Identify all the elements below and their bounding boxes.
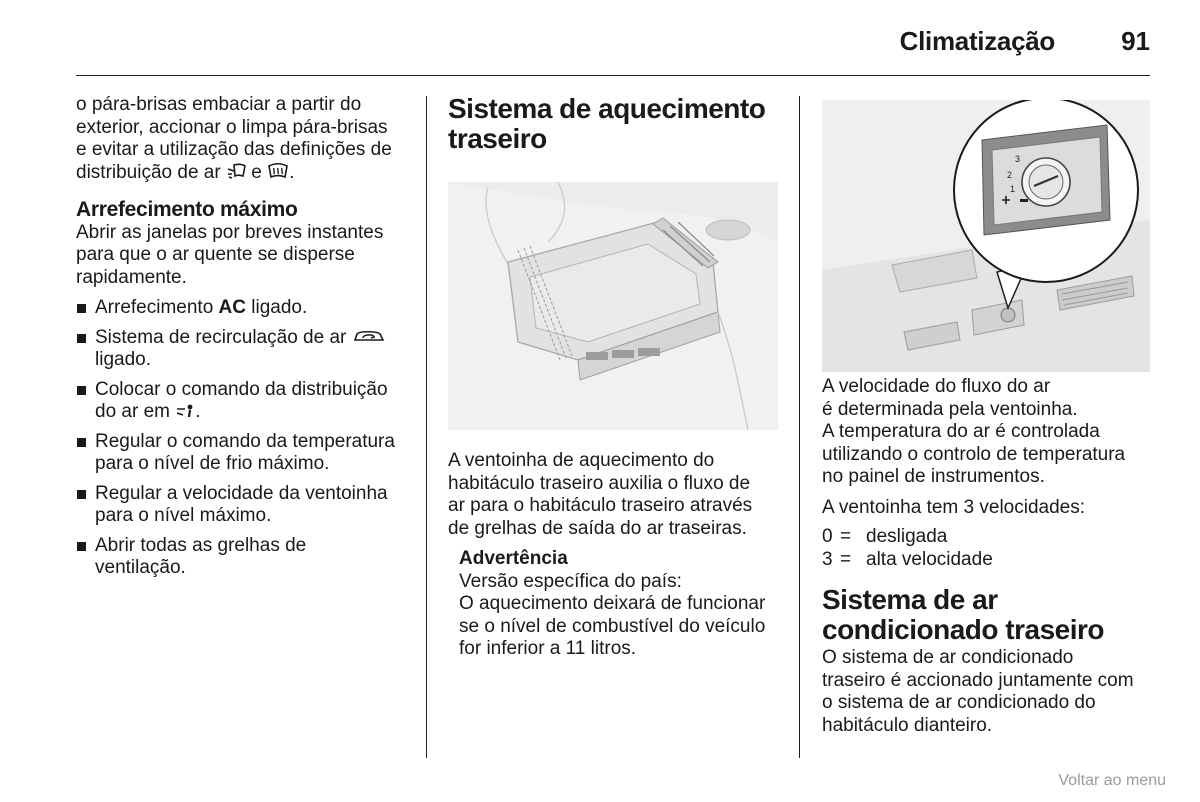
speed-value: alta velocidade bbox=[866, 548, 993, 570]
chapter-title: Climatização bbox=[899, 26, 1055, 56]
column-2 bbox=[448, 94, 778, 661]
list-item bbox=[76, 327, 408, 372]
list-item bbox=[76, 379, 408, 424]
bullet-icon bbox=[77, 304, 86, 313]
note-heading: Advertência bbox=[459, 548, 568, 569]
list-item bbox=[76, 297, 408, 320]
list-item bbox=[76, 431, 408, 476]
note-line: O aquecimento deixará de funcionar bbox=[459, 593, 766, 614]
intro-line: exterior, accionar o limpa pára-brisas bbox=[76, 116, 388, 138]
text-line: habitáculo traseiro auxilia o fluxo de bbox=[448, 472, 751, 494]
speed-row bbox=[822, 526, 1152, 549]
intro-line: distribuição de ar bbox=[76, 161, 226, 183]
note-line: se o nível de combustível do veículo bbox=[459, 615, 766, 637]
rear-heating-heading bbox=[448, 94, 778, 154]
rear-ac-text bbox=[822, 647, 1152, 737]
text-line: Abrir as janelas por breves instantes bbox=[76, 221, 384, 243]
item-text: ligado. bbox=[95, 349, 151, 370]
page-header bbox=[76, 24, 1150, 76]
bullet-icon bbox=[77, 542, 86, 551]
page-number: 91 bbox=[1121, 26, 1150, 56]
text-line: é determinada pela ventoinha. bbox=[822, 398, 1078, 420]
heading-line: Sistema de ar bbox=[822, 584, 998, 615]
column-divider bbox=[426, 96, 427, 758]
column-divider bbox=[799, 96, 800, 758]
text-line: A ventoinha de aquecimento do bbox=[448, 450, 715, 471]
item-text: Colocar o comando da distribuição bbox=[95, 378, 388, 400]
intro-line: e evitar a utilização das definições de bbox=[76, 139, 392, 160]
intro-line: o pára-brisas embaciar a partir do bbox=[76, 94, 362, 115]
item-text: Arrefecimento bbox=[95, 297, 219, 318]
bullet-icon bbox=[77, 386, 86, 395]
intro-line: e bbox=[245, 161, 268, 183]
list-item bbox=[76, 535, 408, 580]
back-to-menu-link[interactable]: Voltar ao menu bbox=[1058, 772, 1166, 789]
rear-ac-heading bbox=[822, 585, 1152, 645]
text-line: O sistema de ar condicionado bbox=[822, 647, 1074, 668]
fan-speed-text bbox=[822, 376, 1152, 489]
item-text: do ar em bbox=[95, 401, 176, 422]
text-line: traseiro é accionado juntamente com bbox=[822, 669, 1134, 691]
item-text: . bbox=[195, 401, 201, 422]
dial-label-2: 2 bbox=[1007, 170, 1013, 180]
speed-row bbox=[822, 549, 1152, 572]
text-line: no painel de instrumentos. bbox=[822, 466, 1045, 487]
text-line: rapidamente. bbox=[76, 266, 187, 288]
speed-equals: = bbox=[840, 526, 852, 547]
air-recirculation-icon bbox=[352, 327, 386, 345]
rear-fan-control-illustration bbox=[822, 100, 1150, 372]
rear-heating-text bbox=[448, 450, 778, 540]
speed-list bbox=[822, 526, 1152, 571]
item-text: ventilação. bbox=[95, 557, 186, 578]
speed-key: 0 bbox=[822, 526, 833, 547]
dial-label-3: 3 bbox=[1015, 154, 1021, 164]
face-feet-distribution-icon bbox=[175, 403, 195, 419]
rear-heater-vent-illustration bbox=[448, 182, 778, 430]
heading-line: Sistema de aquecimento bbox=[448, 93, 766, 124]
header-rule bbox=[76, 75, 1150, 76]
speed-key: 3 bbox=[822, 548, 833, 570]
max-cooling-text bbox=[76, 222, 408, 290]
speeds-intro: A ventoinha tem 3 velocidades: bbox=[822, 496, 1086, 518]
max-cooling-list bbox=[76, 297, 408, 580]
text-line: A temperatura do ar é controlada bbox=[822, 421, 1100, 442]
ac-label: AC bbox=[218, 297, 246, 318]
list-item bbox=[76, 483, 408, 528]
item-text: Sistema de recirculação de ar bbox=[95, 326, 347, 348]
text-line: para que o ar quente se disperse bbox=[76, 244, 355, 265]
item-text: para o nível de frio máximo. bbox=[95, 453, 330, 474]
text-line: habitáculo dianteiro. bbox=[822, 714, 993, 736]
heading-line: traseiro bbox=[448, 123, 547, 154]
text-line: ar para o habitáculo traseiro através bbox=[448, 495, 753, 516]
intro-line: . bbox=[289, 161, 295, 183]
dial-label-1: 1 bbox=[1010, 184, 1016, 194]
bullet-icon bbox=[77, 334, 86, 343]
note-line: for inferior a 11 litros. bbox=[459, 638, 637, 659]
column-1 bbox=[76, 94, 408, 587]
column-3 bbox=[822, 94, 1152, 737]
section-heading-max-cooling: Arrefecimento máximo bbox=[76, 198, 298, 221]
item-text: Regular o comando da temperatura bbox=[95, 430, 395, 452]
speed-value: desligada bbox=[866, 526, 948, 547]
intro-paragraph bbox=[76, 94, 408, 184]
heading-line: condicionado traseiro bbox=[822, 614, 1104, 645]
item-text: Abrir todas as grelhas de bbox=[95, 534, 307, 556]
item-text: ligado. bbox=[246, 297, 308, 318]
text-line: de grelhas de saída do ar traseiras. bbox=[448, 517, 747, 539]
text-line: A velocidade do fluxo do ar bbox=[822, 376, 1051, 397]
bullet-icon bbox=[77, 490, 86, 499]
windscreen-defrost-icon bbox=[267, 162, 289, 180]
warning-note bbox=[459, 548, 778, 661]
text-line: utilizando o controlo de temperatura bbox=[822, 443, 1126, 465]
item-text: para o nível máximo. bbox=[95, 505, 272, 526]
item-text: Regular a velocidade da ventoinha bbox=[95, 482, 388, 504]
bullet-icon bbox=[77, 438, 86, 447]
text-line: o sistema de ar condicionado do bbox=[822, 692, 1096, 713]
windscreen-feet-distribution-icon bbox=[226, 162, 246, 180]
speed-equals: = bbox=[840, 548, 852, 570]
note-line: Versão específica do país: bbox=[459, 570, 682, 592]
